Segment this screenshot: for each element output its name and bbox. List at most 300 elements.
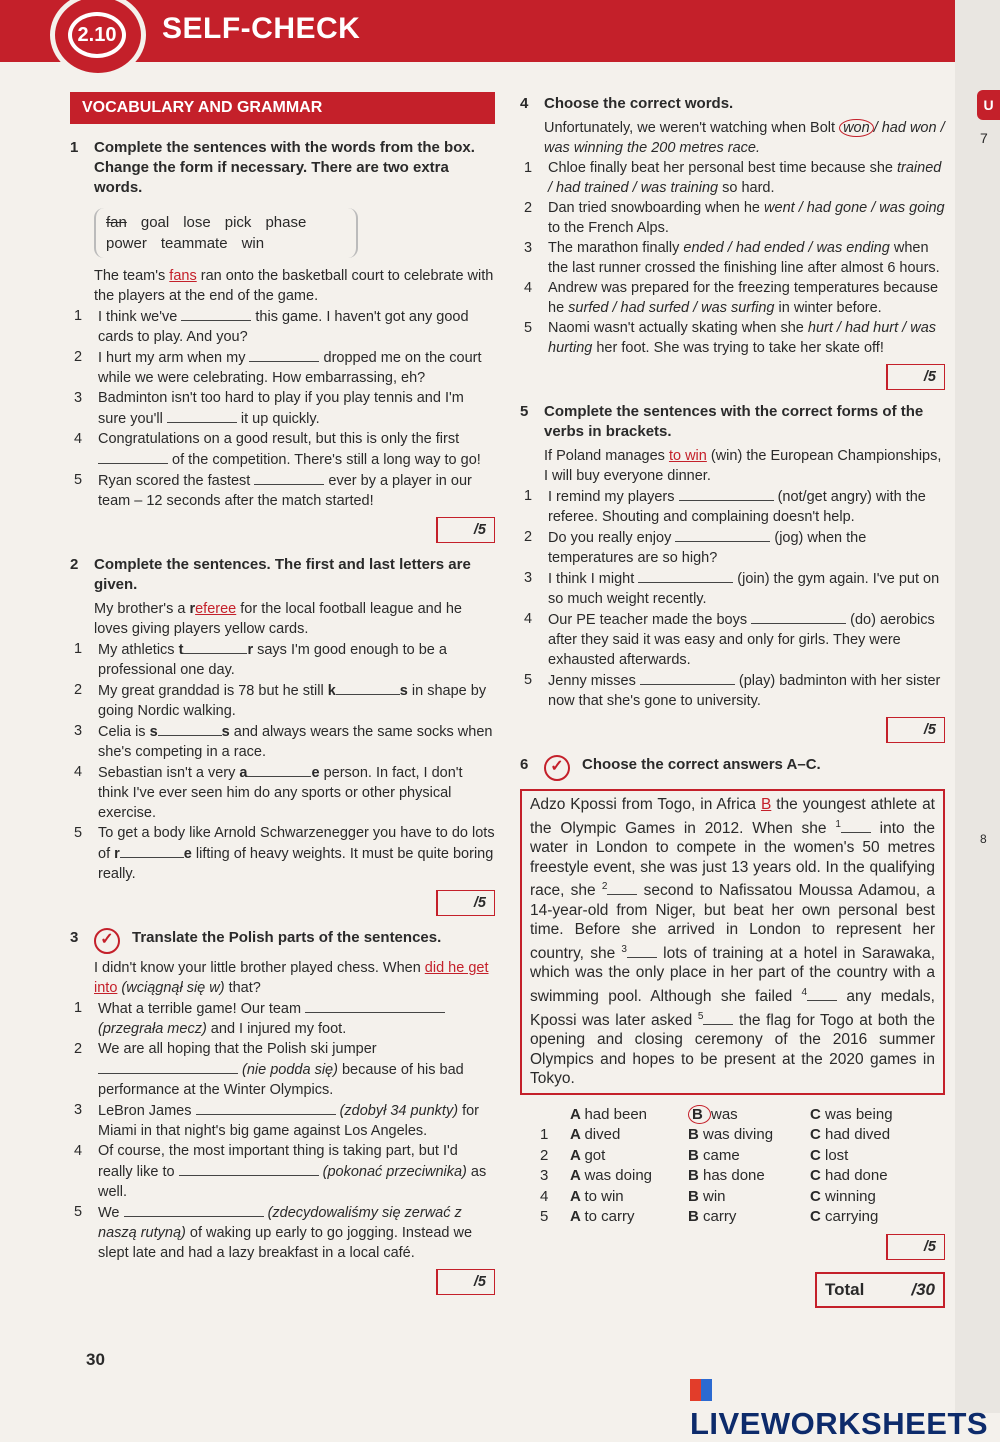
numbered-item <box>74 388 495 429</box>
option-a[interactable] <box>570 1166 688 1187</box>
option-text: was being <box>825 1105 893 1123</box>
numbered-item <box>74 762 495 823</box>
option-c[interactable] <box>810 1187 930 1208</box>
text: says I'm good enough to be a professional one day. <box>98 642 447 678</box>
circled-answer: won <box>839 119 874 137</box>
word-choices[interactable]: ended / had ended / was ending <box>683 240 890 256</box>
word-box-item: phase <box>265 214 307 231</box>
answer-blank[interactable] <box>124 1202 264 1217</box>
answer-gap[interactable] <box>703 1010 733 1025</box>
text: / had won / was winning the 200 metres race. <box>544 120 945 156</box>
answer-blank[interactable] <box>638 568 733 583</box>
example-answer: fans <box>169 268 197 284</box>
exercise-number: 1 <box>70 139 79 156</box>
option-b[interactable] <box>688 1125 810 1146</box>
passage-text: any medals, Kpossi was later asked <box>530 988 935 1029</box>
text: I hurt my arm when my <box>98 350 250 366</box>
answer-options <box>540 1105 945 1228</box>
unit-number: 2.10 <box>72 16 122 54</box>
option-letter: C <box>810 1208 825 1226</box>
item-number: 1 <box>74 1000 83 1016</box>
answer-blank[interactable] <box>183 639 247 654</box>
score-box: /5 <box>436 890 495 916</box>
option-c[interactable] <box>810 1105 930 1126</box>
text: My great granddad is 78 but he still <box>98 683 328 699</box>
item-number: 3 <box>74 1102 83 1118</box>
item-number: 5 <box>524 320 533 336</box>
item-text <box>98 721 495 762</box>
word-box-item: power <box>106 235 147 252</box>
exercise-3-items <box>70 998 495 1263</box>
numbered-item <box>524 609 945 670</box>
option-text: has done <box>703 1167 765 1185</box>
polish-hint: (przegrała mecz) <box>98 1021 207 1037</box>
item-text <box>548 198 945 238</box>
exercise-1-items <box>70 306 495 511</box>
answer-gap[interactable] <box>841 818 871 833</box>
logo-icon <box>690 1379 712 1401</box>
option-text: to win <box>584 1187 624 1205</box>
first-letter: r <box>114 846 120 862</box>
option-letter: B <box>688 1167 703 1185</box>
item-text <box>98 1202 495 1263</box>
score-box: /5 <box>886 364 945 390</box>
answer-blank[interactable] <box>179 1161 319 1176</box>
text: dropped me on the court while we were celebrating. How embarrassing, eh? <box>98 350 482 386</box>
item-number: 5 <box>524 672 533 688</box>
passage-text: second to Nafissatou Moussa Adamou, a 14-year-old from Niger, but beat her own personal best time. Before she arrived in London to represent her country, she <box>530 882 935 962</box>
passage-text: lots of training at a hotel in Sarawaka, which was the only place in her part of the country with a swimming pool. Although she failed <box>530 944 935 1006</box>
answer-gap[interactable] <box>807 986 837 1001</box>
text: her foot. She was trying to take her skate off! <box>592 340 884 356</box>
text: Naomi wasn't actually skating when she <box>548 320 808 336</box>
score-box: /5 <box>436 1269 495 1295</box>
option-letter: C <box>810 1146 825 1164</box>
item-text <box>98 429 495 470</box>
edge-number: 8 <box>980 832 987 846</box>
item-number: 1 <box>524 160 533 176</box>
item-number: 3 <box>524 240 533 256</box>
text: I think I might <box>548 571 639 587</box>
option-number: 5 <box>540 1208 549 1226</box>
adjacent-page-edge <box>955 0 1000 1413</box>
option-text: carrying <box>825 1208 879 1226</box>
answer-blank[interactable] <box>679 486 774 501</box>
item-text <box>98 1100 495 1141</box>
text: as well. <box>98 1164 487 1200</box>
score-box: /5 <box>886 1234 945 1260</box>
numbered-item <box>74 680 495 721</box>
text: (win) the European Championships, I will buy everyone dinner. <box>544 448 942 484</box>
total-label: Total <box>825 1279 865 1299</box>
option-letter: A <box>570 1187 585 1205</box>
gap-number: 4 <box>801 986 808 998</box>
item-text <box>548 527 945 568</box>
item-number: 4 <box>524 611 533 627</box>
text: Badminton isn't too hard to play if you play tennis and I'm sure you'll <box>98 390 464 427</box>
unit-badge <box>68 12 126 58</box>
text: I didn't know your little brother played chess. When <box>94 960 425 976</box>
answer-blank[interactable] <box>247 762 311 777</box>
item-text <box>98 823 495 884</box>
last-letter: s <box>221 724 230 740</box>
item-number: 3 <box>74 390 83 406</box>
word-box-item: fan <box>106 214 127 231</box>
option-number: 1 <box>540 1126 549 1144</box>
option-letter: B <box>688 1146 703 1164</box>
item-number: 4 <box>74 1143 83 1159</box>
option-text: was diving <box>703 1126 774 1144</box>
text: Our PE teacher made the boys <box>548 612 752 628</box>
text: so hard. <box>718 180 775 196</box>
option-c[interactable] <box>810 1166 930 1187</box>
text: in winter before. <box>774 300 882 316</box>
exercise-number: 6 <box>520 756 529 773</box>
item-text <box>548 238 945 278</box>
numbered-item <box>524 486 945 527</box>
text: Jenny misses <box>548 673 640 689</box>
option-letter: C <box>810 1167 825 1185</box>
text: My brother's a <box>94 601 190 617</box>
exercise-4-items <box>520 158 945 358</box>
first-letter: a <box>239 765 248 781</box>
option-b[interactable] <box>688 1105 810 1126</box>
answer-blank[interactable] <box>336 680 400 695</box>
text: this game. I haven't got any good cards to play. And you? <box>98 309 469 345</box>
numbered-item <box>74 306 495 347</box>
checkmark-icon: ✓ <box>94 928 120 954</box>
passage-text: the youngest athlete at the Olympic Games in 2012. When she <box>530 796 935 837</box>
numbered-item <box>74 998 495 1039</box>
answer-blank[interactable] <box>254 470 324 485</box>
item-number: 1 <box>74 641 83 657</box>
numbered-item <box>74 429 495 470</box>
item-number: 2 <box>74 349 83 365</box>
option-text: came <box>703 1146 740 1164</box>
text: person. In fact, I don't think I've ever seen him do any sports or other physical exercise. <box>98 765 463 821</box>
option-b[interactable] <box>688 1187 810 1208</box>
text: Andrew was prepared for the freezing temperatures because he <box>548 280 939 316</box>
reading-passage <box>520 789 945 1095</box>
option-number: 4 <box>540 1187 549 1205</box>
exercise-number: 3 <box>70 929 79 946</box>
numbered-item <box>74 1202 495 1263</box>
polish-hint: (zdecydowaliśmy się zerwać z naszą rutyną) <box>98 1205 462 1241</box>
item-text <box>98 470 495 511</box>
passage-text: the flag for Togo at both the opening and closing ceremony of the 2016 summer Olympics and hopes to be present at the 2020 games in Tokyo. <box>530 1011 936 1088</box>
exercise-5-heading <box>520 402 945 442</box>
item-text <box>548 568 945 609</box>
left-column <box>70 92 495 1307</box>
text: Chloe finally beat her personal best time because she <box>548 160 898 176</box>
exercise-6-heading <box>520 755 945 781</box>
text: Of course, the most important thing is taking part, but I'd really like to <box>98 1143 458 1180</box>
example-answer: eferee <box>195 601 237 617</box>
first-letter: t <box>178 642 184 658</box>
word-choices[interactable]: hurt / had hurt / was hurting <box>548 320 937 356</box>
text: for the local football league and he loves giving players yellow cards. <box>94 601 462 637</box>
watermark-text: LIVEWORKSHEETS <box>690 1406 989 1441</box>
exercise-2-items <box>70 639 495 884</box>
gap-number: 2 <box>601 881 608 893</box>
item-text <box>548 278 945 318</box>
item-text <box>548 486 945 527</box>
text: it up quickly. <box>236 411 320 427</box>
option-text: had done <box>825 1167 888 1185</box>
right-column <box>520 88 945 1308</box>
first-letter: s <box>149 724 158 740</box>
answer-blank[interactable] <box>167 408 237 423</box>
example-sentence <box>94 266 495 306</box>
text: If Poland manages <box>544 448 669 464</box>
text: We are all hoping that the Polish ski jumper <box>98 1041 377 1057</box>
option-text: got <box>584 1146 606 1164</box>
option-number: 3 <box>540 1167 549 1185</box>
example-sentence <box>94 599 495 639</box>
text: The marathon finally <box>548 240 684 256</box>
checkmark-icon: ✓ <box>544 755 570 781</box>
text: Celia is <box>98 724 150 740</box>
text: The team's <box>94 268 170 284</box>
first-letter: k <box>327 683 336 699</box>
option-text: dived <box>584 1126 621 1144</box>
numbered-item <box>524 198 945 238</box>
exercise-instruction: Choose the correct answers A–C. <box>582 756 821 773</box>
gap-number: 1 <box>835 818 841 830</box>
word-box-item: teammate <box>160 235 228 252</box>
item-number: 3 <box>74 723 83 739</box>
option-text: had dived <box>825 1126 891 1144</box>
option-text: carry <box>703 1208 737 1226</box>
total-value: /30 <box>911 1279 935 1299</box>
numbered-item <box>74 639 495 680</box>
item-number: 5 <box>74 825 83 841</box>
example-sentence <box>544 446 945 486</box>
example-sentence <box>94 958 495 998</box>
edge-number: 7 <box>980 130 988 146</box>
option-letter: A <box>570 1105 585 1123</box>
answer-blank[interactable] <box>120 843 184 858</box>
text: (do) aerobics after they said it was easy and only for girls. They were exhausted afterwards. <box>548 612 935 668</box>
exercise-instruction: Complete the sentences. The first and last letters are given. <box>94 556 471 593</box>
numbered-item <box>524 568 945 609</box>
answer-blank[interactable] <box>196 1100 336 1115</box>
numbered-item <box>524 318 945 358</box>
text: to the French Alps. <box>548 220 669 236</box>
option-text: had been <box>584 1105 648 1123</box>
word-choices[interactable]: trained / had trained / was training <box>548 160 942 196</box>
text: and always wears the same socks when she's competing in a race. <box>98 724 493 760</box>
item-text <box>548 609 945 670</box>
numbered-item <box>74 1039 495 1100</box>
word-box-item: goal <box>140 214 170 231</box>
item-number: 2 <box>74 1041 83 1057</box>
text: for Miami in that night's big game against Los Angeles. <box>98 1103 479 1139</box>
last-letter: r <box>247 642 254 658</box>
text: Congratulations on a good result, but this is only the first <box>98 431 460 447</box>
page-number: 30 <box>86 1350 105 1369</box>
option-letter: B <box>688 1105 711 1124</box>
text: in shape by going Nordic walking. <box>98 683 487 719</box>
item-text <box>98 306 495 347</box>
answer-gap[interactable] <box>607 880 637 895</box>
item-number: 5 <box>74 472 83 488</box>
item-number: 5 <box>74 1204 83 1220</box>
item-number: 4 <box>74 431 83 447</box>
last-letter: e <box>311 765 320 781</box>
option-text: win <box>703 1187 726 1205</box>
word-box-item: lose <box>183 214 211 231</box>
item-number: 4 <box>524 280 533 296</box>
item-text <box>98 388 495 429</box>
option-a[interactable] <box>570 1187 688 1208</box>
answer-blank[interactable] <box>305 998 445 1013</box>
exercise-instruction: Translate the Polish parts of the sentences. <box>132 929 442 946</box>
text: Sebastian isn't a very <box>98 765 240 781</box>
polish-hint: (zdobył 34 punkty) <box>339 1103 459 1119</box>
text: My athletics <box>98 642 179 658</box>
text: ran onto the basketball court to celebrate with the players at the end of the game. <box>94 268 494 304</box>
answer-blank[interactable] <box>98 449 168 464</box>
text: Dan tried snowboarding when he <box>548 200 765 216</box>
option-a[interactable] <box>570 1105 688 1126</box>
text: (join) the gym again. I've put on so much weight recently. <box>548 571 940 607</box>
exercise-2-heading <box>70 555 495 595</box>
word-box-item: pick <box>224 214 252 231</box>
total-score-box <box>815 1272 945 1308</box>
first-letter: r <box>189 601 196 617</box>
text: (play) badminton with her sister now that she's gone to university. <box>548 673 941 709</box>
answer-blank[interactable] <box>158 721 222 736</box>
page-title: SELF-CHECK <box>162 12 361 45</box>
option-letter: B <box>688 1187 703 1205</box>
option-letter: B <box>688 1126 703 1144</box>
word-box <box>94 208 358 258</box>
numbered-item <box>524 527 945 568</box>
option-text: was <box>711 1105 738 1123</box>
text: We <box>98 1205 124 1221</box>
example-answer: did he get into <box>94 960 489 996</box>
text: of the competition. There's still a long way to go! <box>168 452 481 468</box>
example-answer: to win <box>668 448 707 464</box>
exercise-instruction: Complete the sentences with the correct forms of the verbs in brackets. <box>544 403 924 440</box>
numbered-item <box>74 823 495 884</box>
text: lifting of heavy weights. It must be quite boring really. <box>98 846 494 882</box>
numbered-item <box>74 721 495 762</box>
numbered-item <box>74 1141 495 1202</box>
option-number: 2 <box>540 1146 549 1164</box>
example-answer: B <box>760 796 772 813</box>
edge-tab: U <box>977 90 1000 120</box>
word-choices[interactable]: surfed / had surfed / was surfing <box>568 300 775 316</box>
answer-blank[interactable] <box>751 609 846 624</box>
option-a[interactable] <box>570 1125 688 1146</box>
exercise-number: 4 <box>520 95 529 112</box>
item-number: 3 <box>524 570 533 586</box>
text: (not/get angry) with the referee. Shouting and complaining doesn't help. <box>548 489 926 525</box>
option-text: to carry <box>584 1208 635 1226</box>
last-letter: s <box>399 683 408 699</box>
option-b[interactable] <box>688 1207 810 1228</box>
text: because of his bad performance at the Winter Olympics. <box>98 1062 464 1098</box>
option-letter: A <box>570 1167 585 1185</box>
item-text <box>98 998 495 1039</box>
option-a[interactable] <box>570 1146 688 1167</box>
option-text: winning <box>825 1187 876 1205</box>
option-b[interactable] <box>688 1146 810 1167</box>
item-text <box>98 1039 495 1100</box>
exercise-instruction: Complete the sentences with the words from the box. Change the form if necessary. There are two extra words. <box>94 139 475 196</box>
text: and I injured my foot. <box>206 1021 347 1037</box>
numbered-item <box>524 238 945 278</box>
word-choices[interactable]: went / had gone / was going <box>764 200 945 216</box>
text: ever by a player in our team – 12 seconds after the match started! <box>98 473 472 509</box>
example-sentence <box>544 118 945 158</box>
text: I think we've <box>98 309 182 325</box>
answer-blank[interactable] <box>675 527 770 542</box>
option-a[interactable] <box>570 1207 688 1228</box>
text: Ryan scored the fastest <box>98 473 255 489</box>
item-text <box>548 158 945 198</box>
option-letter: A <box>570 1208 585 1226</box>
exercise-5-items <box>520 486 945 711</box>
exercise-1-heading <box>70 138 495 198</box>
text: (jog) when the temperatures are so high? <box>548 530 867 566</box>
answer-blank[interactable] <box>249 347 319 362</box>
last-letter: e <box>183 846 192 862</box>
score-box: /5 <box>886 717 945 743</box>
item-number: 1 <box>74 308 83 324</box>
option-letter: C <box>810 1105 825 1123</box>
polish-hint: (pokonać przeciwnika) <box>322 1164 467 1180</box>
option-text: lost <box>825 1146 849 1164</box>
option-b[interactable] <box>688 1166 810 1187</box>
polish-hint: (nie podda się) <box>242 1062 338 1078</box>
numbered-item <box>524 670 945 711</box>
answer-blank[interactable] <box>181 306 251 321</box>
exercise-instruction: Choose the correct words. <box>544 95 734 112</box>
option-c[interactable] <box>810 1125 930 1146</box>
text: To get a body like Arnold Schwarzenegger you have to do lots of <box>98 825 495 862</box>
option-letter: C <box>810 1187 825 1205</box>
option-number <box>540 1105 570 1126</box>
item-text <box>548 670 945 711</box>
option-text: was doing <box>584 1167 652 1185</box>
option-c[interactable] <box>810 1146 930 1167</box>
item-text <box>98 1141 495 1202</box>
item-text <box>548 318 945 358</box>
answer-blank[interactable] <box>640 670 735 685</box>
item-number: 2 <box>524 529 533 545</box>
option-letter: A <box>570 1126 585 1144</box>
option-letter: B <box>688 1208 703 1226</box>
answer-gap[interactable] <box>627 943 657 958</box>
answer-blank[interactable] <box>98 1059 238 1074</box>
item-text <box>98 680 495 721</box>
exercise-3-heading <box>70 928 495 954</box>
option-c[interactable] <box>810 1207 930 1228</box>
option-letter: A <box>570 1146 585 1164</box>
exercise-4-heading <box>520 94 945 114</box>
numbered-item <box>74 470 495 511</box>
item-number: 4 <box>74 764 83 780</box>
numbered-item <box>524 278 945 318</box>
section-title: VOCABULARY AND GRAMMAR <box>70 92 495 124</box>
word-box-item: win <box>241 235 265 252</box>
numbered-item <box>74 347 495 388</box>
polish-hint: (wciągnął się w) <box>117 980 225 996</box>
text: What a terrible game! Our team <box>98 1001 306 1017</box>
